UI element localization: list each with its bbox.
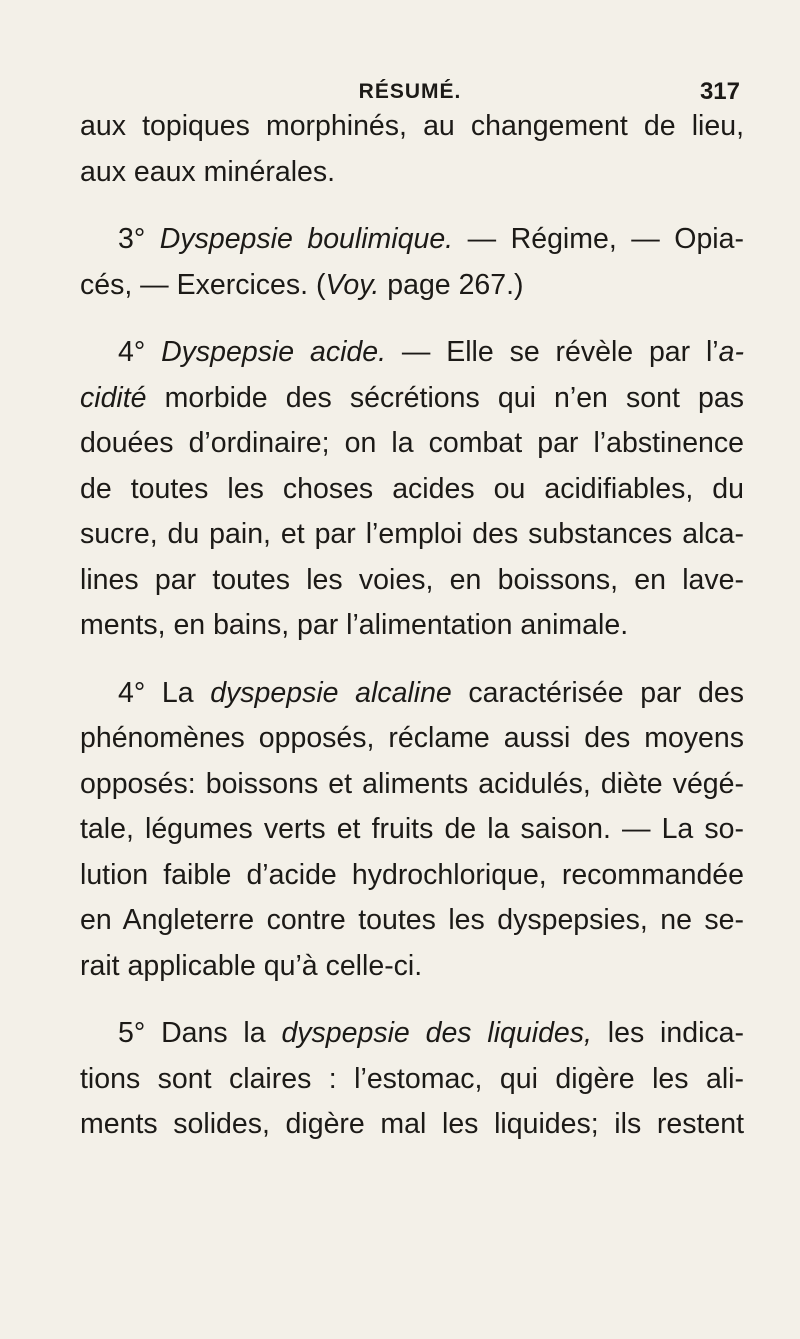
text-line: douées d’ordinaire; on la combat par l’abstinence xyxy=(80,427,744,459)
text-line: aux topiques morphinés, au changement de lieu, xyxy=(80,110,744,142)
item-number: 3° xyxy=(118,223,146,255)
text-fragment: cés, — Exercices. ( xyxy=(80,268,326,301)
paragraph-dyspepsie-boulimique xyxy=(80,217,744,308)
text-fragment: a- xyxy=(718,336,744,368)
text-line xyxy=(80,1011,744,1057)
page-number: 317 xyxy=(699,78,740,105)
text-line: tions sont claires : l’estomac, qui digère les ali- xyxy=(80,1062,744,1095)
text-fragment: page 267.) xyxy=(379,268,524,301)
text-fragment: Dans la xyxy=(145,1017,282,1049)
text-line: ments solides, digère mal les liquides; ils restent xyxy=(80,1108,744,1140)
item-number: 4° xyxy=(118,676,146,709)
text-line: lines par toutes les voies, en boissons, en lave- xyxy=(80,563,744,596)
text-line xyxy=(80,376,744,422)
text-line xyxy=(80,263,744,309)
text-line xyxy=(80,671,744,717)
section-title: dyspepsie alcaline xyxy=(210,676,452,709)
text-line: aux eaux minérales. xyxy=(80,155,336,188)
running-title: RÉSUMÉ. xyxy=(358,80,462,103)
text-fragment: morbide des sécrétions qui n’en sont pas xyxy=(146,381,744,414)
text-line: en Angleterre contre toutes les dyspepsies, ne se- xyxy=(80,904,744,936)
text-line: tale, légumes verts et fruits de la saison. — La so- xyxy=(80,813,744,845)
text-line: sucre, du pain, et par l’emploi des substances alca- xyxy=(80,518,744,550)
text-line: lution faible d’acide hydrochlorique, recommandée xyxy=(80,858,744,891)
text-line: ments, en bains, par l’alimentation animale. xyxy=(80,609,629,641)
cross-reference: Voy. xyxy=(325,268,380,301)
text-fragment: La xyxy=(145,676,211,709)
text-fragment: les indica- xyxy=(591,1017,744,1049)
item-number: 4° xyxy=(118,336,146,368)
item-number: 5° xyxy=(118,1017,146,1049)
paragraph-dyspepsie-acide xyxy=(80,330,744,649)
text-line: opposés: boissons et aliments acidulés, diète végé- xyxy=(80,767,744,800)
section-title: Dyspepsie acide. xyxy=(161,336,387,368)
paragraph-dyspepsie-alcaline xyxy=(80,671,744,990)
text-line: de toutes les choses acides ou acidifiables, du xyxy=(80,472,744,505)
section-title: Dyspepsie boulimique. xyxy=(159,223,454,255)
paragraph-dyspepsie-des-liquides xyxy=(80,1011,744,1148)
text-line xyxy=(80,217,744,263)
text-line xyxy=(80,330,744,376)
section-title: dyspepsie des liquides, xyxy=(281,1017,592,1049)
page-body xyxy=(80,104,744,1148)
text-fragment: caractérisée par des xyxy=(451,676,744,709)
text-fragment: — Régime, — Opia- xyxy=(453,223,744,255)
paragraph-continuation xyxy=(80,104,744,195)
text-fragment: — Elle se révèle par l’ xyxy=(386,336,719,368)
text-line: rait applicable qu’à celle-ci. xyxy=(80,949,423,982)
text-fragment: cidité xyxy=(80,381,147,414)
text-line: phénomènes opposés, réclame aussi des moyens xyxy=(80,722,744,754)
